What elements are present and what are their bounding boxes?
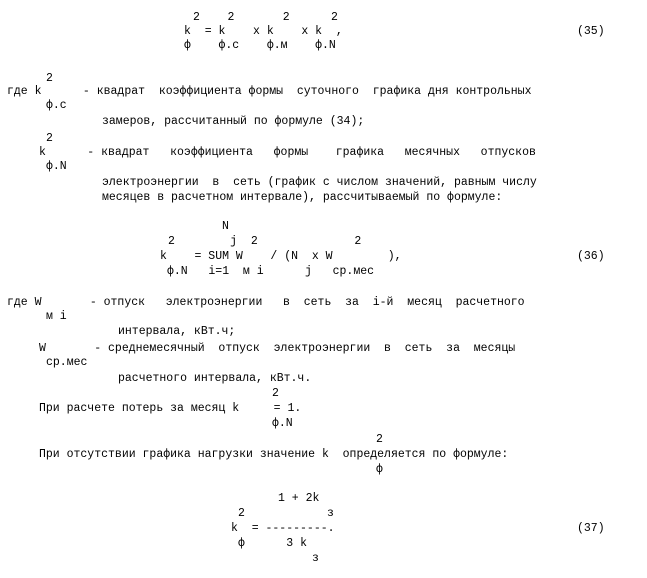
def-1-line-2: замеров, рассчитанный по формуле (34); xyxy=(102,115,365,128)
def-1-superscript: 2 xyxy=(46,72,53,85)
def-3-line-2: интервала, кВт.ч; xyxy=(118,325,236,338)
note-1-line: При расчете потерь за месяц k = 1. xyxy=(39,402,302,415)
note-2-superscript: 2 xyxy=(376,433,383,446)
formula-37-denominator: ф 3 k xyxy=(238,537,308,550)
formula-35-superscripts: 2 2 2 2 xyxy=(193,11,338,24)
def-1-line-1: где k - квадрат коэффициента формы суточного графика дня контрольных xyxy=(7,85,532,98)
note-2-subscript: ф xyxy=(376,463,383,476)
formula-37-numerator-subscript: з xyxy=(327,507,334,520)
def-3-line-1: где W - отпуск электроэнергии в сеть за i-й месяц расчетного xyxy=(7,296,525,309)
def-2-line-2: электроэнергии в сеть (график с числом значений, равным числу xyxy=(102,176,537,189)
note-2-line: При отсутствии графика нагрузки значение k определяется по формуле: xyxy=(39,448,509,461)
formula-35-number: (35) xyxy=(577,25,605,38)
formula-36-main: k = SUM W / (N x W ), xyxy=(160,250,402,263)
note-1-superscript: 2 xyxy=(272,387,279,400)
def-1-subscript: ф.с xyxy=(46,99,67,112)
formula-35-subscripts: ф ф.с ф.м ф.N xyxy=(184,39,336,52)
formula-36-superscripts: 2 j 2 2 xyxy=(168,235,362,248)
def-2-superscript: 2 xyxy=(46,132,53,145)
note-1-subscript: ф.N xyxy=(272,417,293,430)
def-4-subscript: ср.мес xyxy=(46,356,88,369)
def-4-line-1: W - среднемесячный отпуск электроэнергии в сеть за месяцы xyxy=(39,342,516,355)
def-2-line-1: k - квадрат коэффициента формы графика месячных отпусков xyxy=(39,146,536,159)
formula-37-denominator-subscript: з xyxy=(312,552,319,565)
formula-36-subscripts: ф.N i=1 м i j ср.мес xyxy=(167,265,375,278)
def-4-line-2: расчетного интервала, кВт.ч. xyxy=(118,372,312,385)
def-2-subscript: ф.N xyxy=(46,160,67,173)
formula-37-main: k = ---------. xyxy=(231,522,335,535)
def-2-line-3: месяцев в расчетном интервале), рассчитываемый по формуле: xyxy=(102,191,503,204)
def-3-subscript: м i xyxy=(46,310,67,323)
formula-37-superscript: 2 xyxy=(238,507,245,520)
formula-36-upper-limit: N xyxy=(222,220,229,233)
formula-36-number: (36) xyxy=(577,250,605,263)
formula-37-number: (37) xyxy=(577,522,605,535)
formula-37-numerator: 1 + 2k xyxy=(278,492,320,505)
formula-35-main: k = k x k x k , xyxy=(184,25,343,38)
